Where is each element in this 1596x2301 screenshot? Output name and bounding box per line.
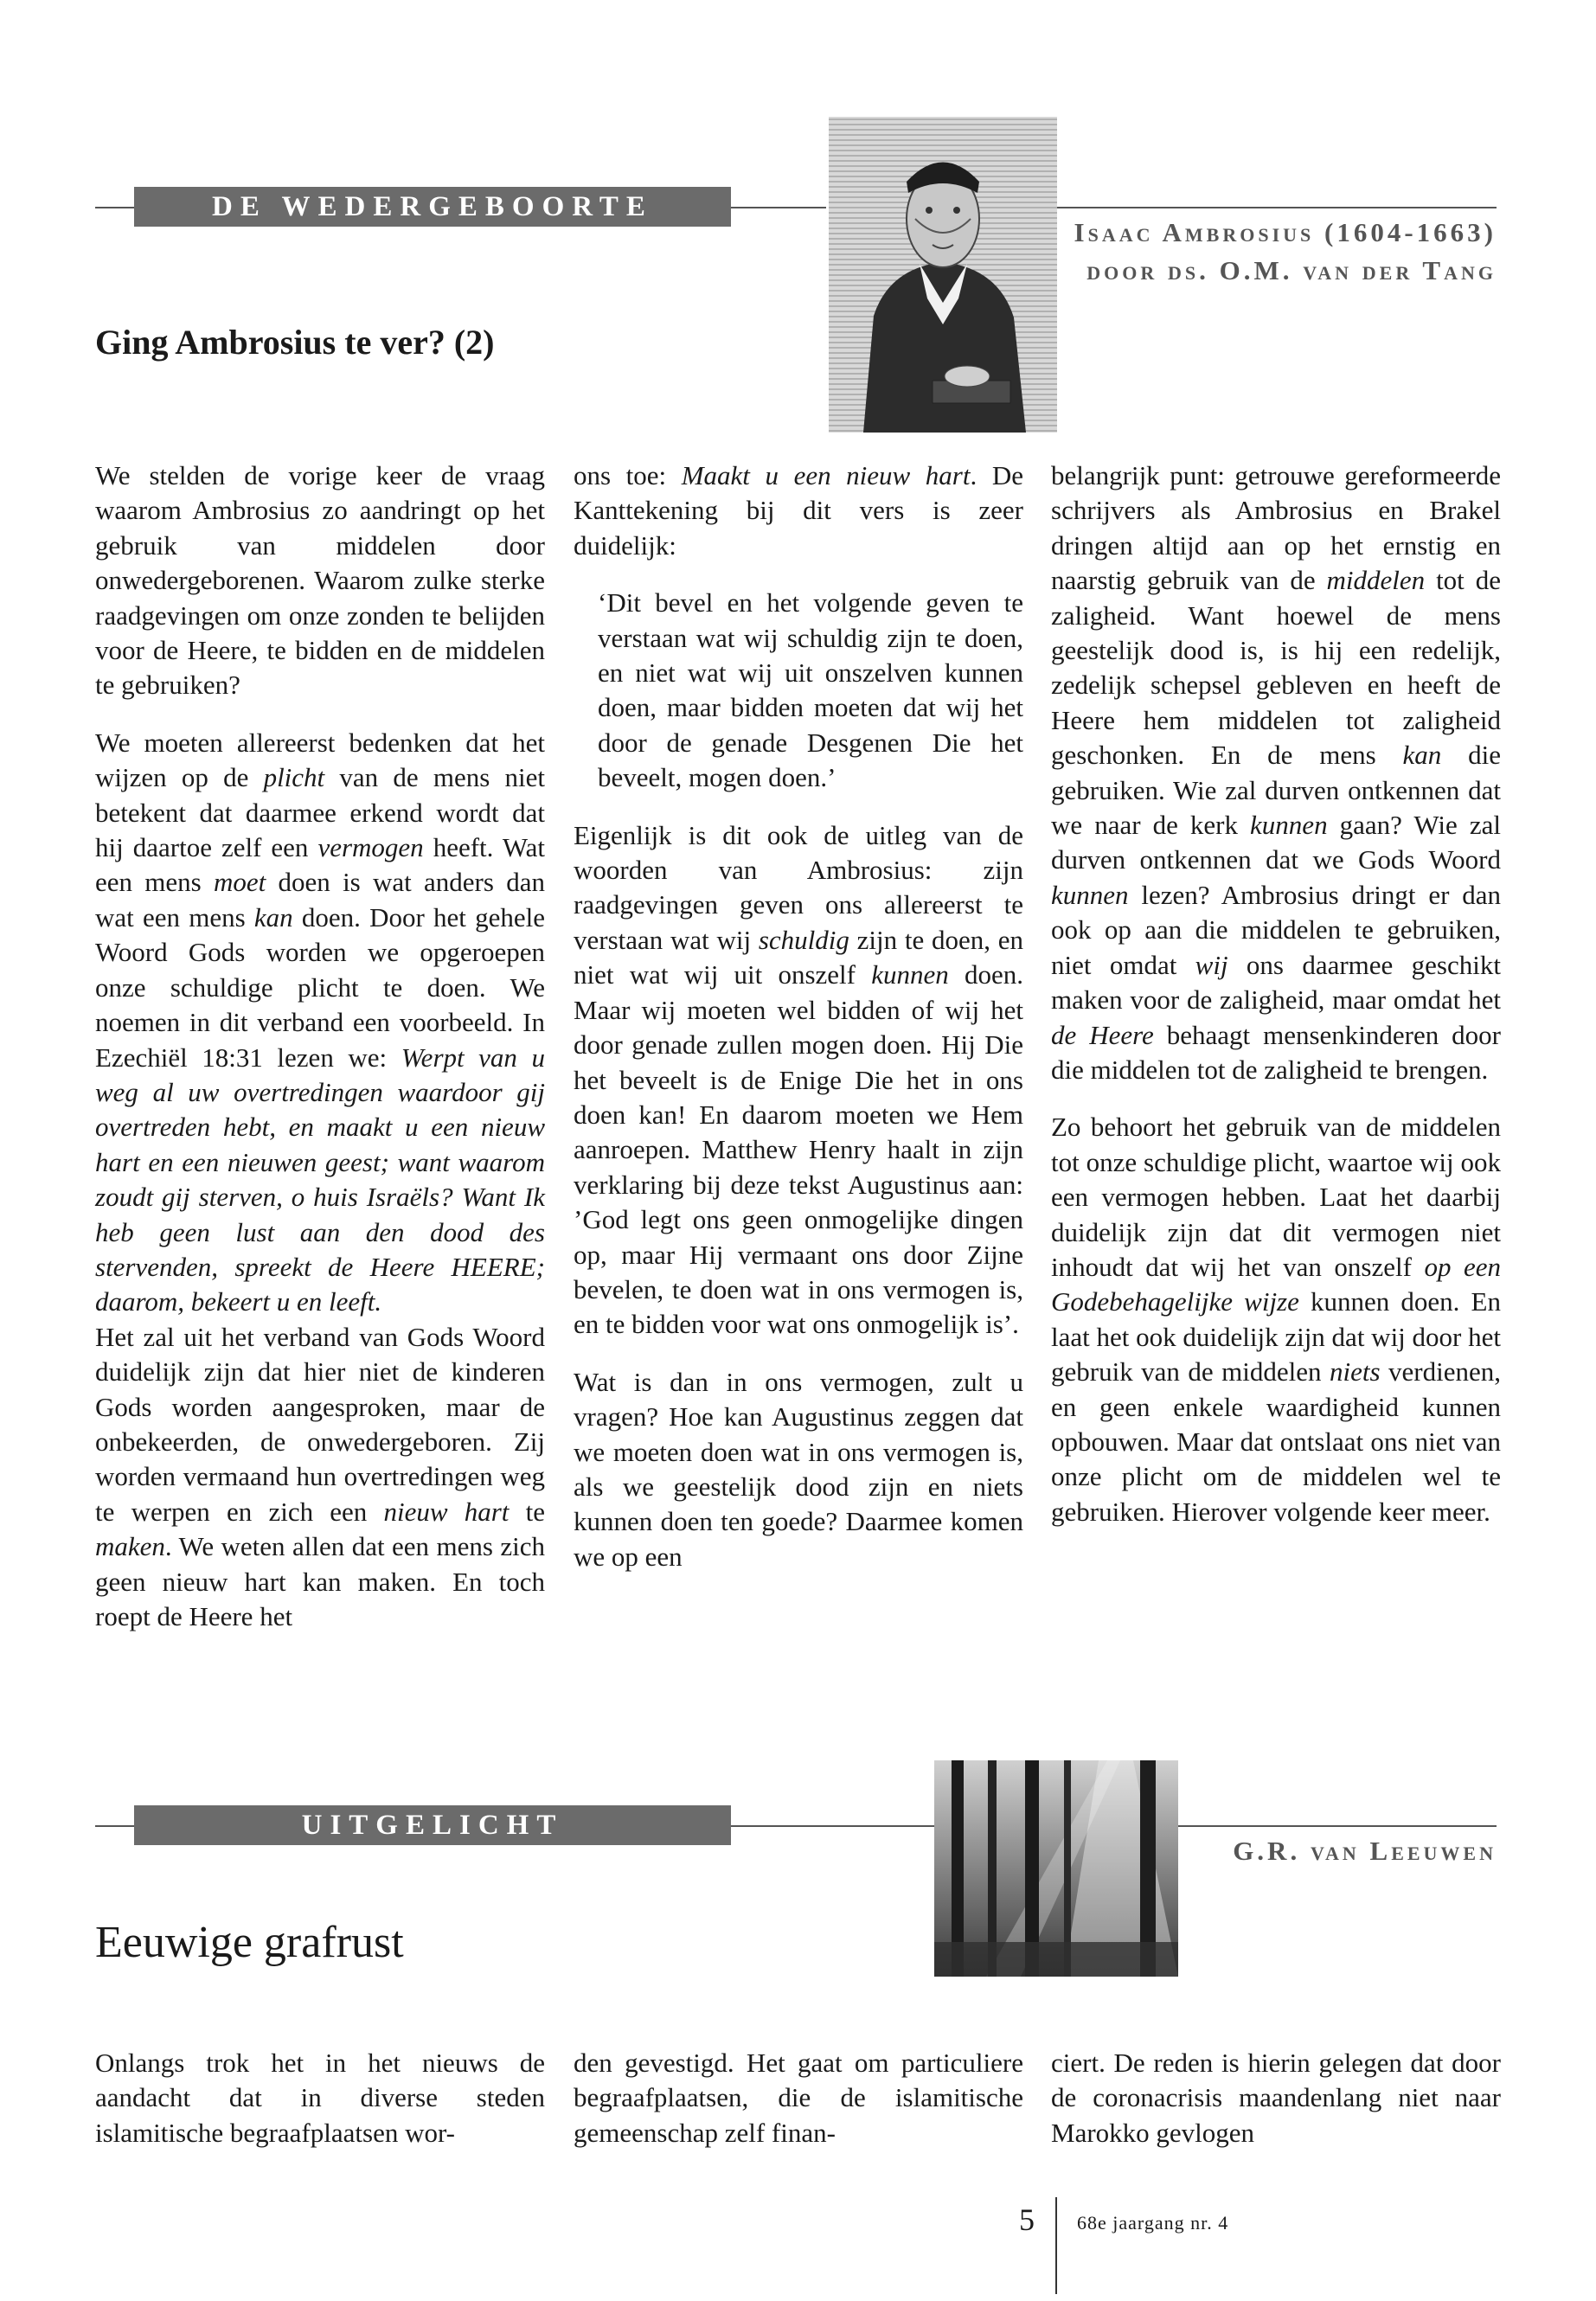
article2-column-2 <box>574 2046 1023 2150</box>
header-rule-middle <box>731 207 826 208</box>
paragraph: Wat is dan in ons vermogen, zult u vragen? Hoe kan Augustinus zeggen dat we moeten doen wat in ons vermogen is, als we geestelijk dood zijn en niets kunnen doen ten goede? Daarmee komen we op een <box>574 1366 1023 1572</box>
engraved-portrait-icon <box>829 117 1057 433</box>
page-number: 5 <box>1019 2202 1035 2237</box>
paragraph: Zo behoort het gebruik van de middelen tot onze schuldige plicht, waartoe wij ook een vermogen hebben. Laat het daarbij duidelijk zijn dat dit vermogen niet inhoudt dat wij het van onszelf op een Godebehagelijke wijze kunnen doen. En laat het ook duidelijk zijn dat wij door het gebruik van de middelen niets verdienen, en geen enkele waardigheid kunnen opbouwen. Maar dat ontslaat ons niet van onze plicht om de middelen wel te gebruiken. Hierover volgende keer meer. <box>1051 1112 1501 1527</box>
article1-column-1 <box>95 458 545 1634</box>
header-rule-right <box>1057 207 1497 208</box>
article2-column-1 <box>95 2046 545 2150</box>
paragraph: Onlangs trok het in het nieuws de aandacht dat in diverse steden islamitische begraafplaatsen wor- <box>95 2048 545 2148</box>
author-byline-line2: door ds. O.M. van der Tang <box>1086 255 1497 285</box>
header-rule-right-2 <box>1178 1825 1497 1827</box>
header-rule-left-2 <box>95 1825 134 1827</box>
article1-column-3 <box>1051 458 1501 1529</box>
paragraph: Het zal uit het verband van Gods Woord duidelijk zijn dat hier niet de kinderen Gods worden aangesproken, maar de onbekeerden, de onwedergeboren. Zij worden vermaand hun overtredingen weg te werpen en zich een nieuw hart te maken. We weten allen dat een mens zich geen nieuw hart kan maken. En toch roept de Heere het <box>95 1321 546 1631</box>
paragraph: Eigenlijk is dit ook de uitleg van de woorden van Ambrosius: zijn raadgevingen geven ons allereerst te verstaan wat wij schuldig zijn te doen, en niet wat wij uit onszelf kunnen doen. Maar wij moeten wel bidden of wij het door genade zullen mogen doen. Hij Die het beveelt is de Enige Die het in ons doen kan! En daarom moeten we Hem aanroepen. Matthew Henry haalt in zijn verklaring bij deze tekst Augustinus aan: ’God legt ons geen onmogelijke dingen op, maar Hij vermaant ons door Zijne bevelen, te doen wat in ons vermogen is, en te bidden voor wat ons onmogelijk is’. <box>574 819 1023 1340</box>
article1-column-2 <box>574 458 1023 1574</box>
paragraph: den gevestigd. Het gaat om particuliere begraafplaatsen, die de islamitische gemeenschap zelf finan- <box>574 2048 1023 2148</box>
article-title: Ging Ambrosius te ver? (2) <box>95 323 495 362</box>
article-title-2: Eeuwige grafrust <box>95 1918 404 1967</box>
forest-sunrays-icon <box>934 1760 1178 1977</box>
author-byline-line1: Isaac Ambrosius (1604-1663) <box>1074 217 1497 247</box>
paragraph: We moeten allereerst bedenken dat het wijzen op de plicht van de mens niet betekent dat daarmee erkend wordt dat hij daartoe zelf een vermogen heeft. Wat een mens moet doen is wat anders dan wat een mens kan doen. Door het gehele Woord Gods worden we opgeroepen onze schuldige plicht te doen. We noemen in dit verband een voorbeeld. In Ezechiël 18:31 lezen we: Werpt van u weg al uw overtredingen waardoor gij overtreden hebt, en maakt u een nieuw hart en een nieuwen geest; want waarom zoudt gij sterven, o huis Israëls? Want Ik heb geen lust aan den dood des stervenden, spreekt de Heere HEERE; daarom, bekeert u en leeft. <box>95 727 545 1317</box>
section-label-wedergeboorte: DE WEDERGEBOORTE <box>134 187 731 227</box>
author-byline-2: G.R. van Leeuwen <box>1233 1836 1497 1866</box>
header-rule-left <box>95 207 134 208</box>
footer-separator <box>1055 2197 1057 2294</box>
kanttekening-quote: ‘Dit bevel en het volgende geven te verstaan wat wij schuldig zijn te doen, en niet wat wij uit onszelven kunnen doen, maar bidden moeten dat wij het door de genade Desgenen Die het beveelt, mogen doen.’ <box>598 587 1023 793</box>
header-rule-middle-2 <box>731 1825 934 1827</box>
paragraph: ciert. De reden is hierin gelegen dat door de coronacrisis maandenlang niet naar Marokko gevlogen <box>1051 2048 1501 2148</box>
paragraph: We stelden de vorige keer de vraag waarom Ambrosius zo aandringt op het gebruik van middelen door onwedergeborenen. Waarom zulke sterke raadgevingen om onze zonden te belijden voor de Heere, te bidden en de middelen te gebruiken? <box>95 460 545 701</box>
paragraph: ons toe: Maakt u een nieuw hart. De Kanttekening bij dit vers is zeer duidelijk: <box>574 460 1023 561</box>
paragraph: belangrijk punt: getrouwe gereformeerde schrijvers als Ambrosius en Brakel dringen altijd aan op het ernstig en naarstig gebruik van de middelen tot de zaligheid. Want hoewel de mens geestelijk dood is, is hij een redelijk, zedelijk schepsel gebleven en heeft de Heere hem middelen tot zaligheid geschonken. En de mens kan die gebruiken. Wie zal durven ontkennen dat we naar de kerk kunnen gaan? Wie zal durven ontkennen dat we Gods Woord kunnen lezen? Ambrosius dringt er dan ook op aan die middelen te gebruiken, niet omdat wij ons daarmee geschikt maken voor de zaligheid, maar omdat het de Heere behaagt mensenkinderen door die middelen tot de zaligheid te brengen. <box>1051 460 1501 1085</box>
section-label-uitgelicht: UITGELICHT <box>134 1805 731 1845</box>
issue-label: 68e jaargang nr. 4 <box>1077 2212 1229 2234</box>
article2-column-3 <box>1051 2046 1501 2150</box>
